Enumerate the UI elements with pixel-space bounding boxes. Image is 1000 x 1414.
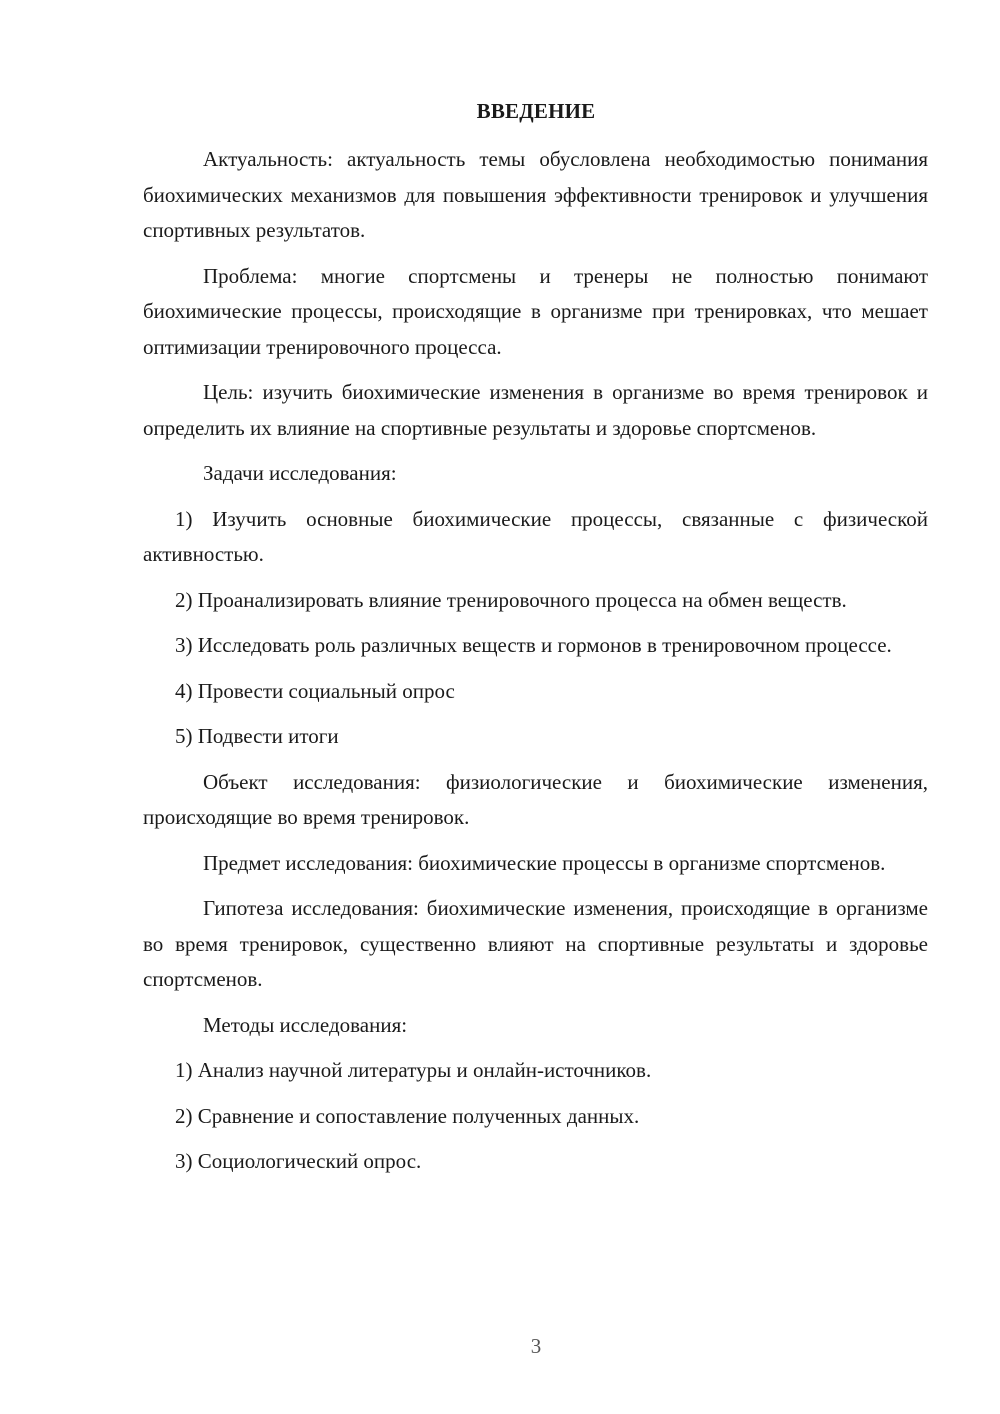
document-body xyxy=(143,142,928,1190)
hypothesis-paragraph: Гипотеза исследования: биохимические изменения, происходящие в организме во время тренировок, существенно влияют на спортивные результаты и здоровье спортсменов. xyxy=(143,896,928,991)
method-item: 1) Анализ научной литературы и онлайн-источников. xyxy=(175,1058,652,1082)
methods-heading: Методы исследования: xyxy=(203,1012,408,1037)
task-item: 4) Провести социальный опрос xyxy=(175,678,455,703)
object-paragraph: Объект исследования: физиологические и биохимические изменения, происходящие во время тренировок. xyxy=(143,769,928,829)
task-item: 2) Проанализировать влияние тренировочного процесса на обмен веществ. xyxy=(175,587,847,612)
page-heading: ВВЕДЕНИЕ xyxy=(476,99,596,123)
goal-paragraph: Цель: изучить биохимические изменения в организме во время тренировок и определить их влияние на спортивные результаты и здоровье спортсменов. xyxy=(143,380,928,440)
task-item: 3) Исследовать роль различных веществ и гормонов в тренировочном процессе. xyxy=(175,633,892,657)
subject-paragraph: Предмет исследования: биохимические процессы в организме спортсменов. xyxy=(203,850,886,875)
tasks-heading: Задачи исследования: xyxy=(203,461,397,485)
task-item: 5) Подвести итоги xyxy=(175,724,339,748)
page-number: 3 xyxy=(530,1334,542,1358)
method-item: 3) Социологический опрос. xyxy=(175,1149,422,1173)
relevance-paragraph: Актуальность: актуальность темы обусловлена необходимостью понимания биохимических механизмов для повышения эффективности тренировок и улучшения спортивных результатов. xyxy=(143,147,928,242)
problem-paragraph: Проблема: многие спортсмены и тренеры не полностью понимают биохимические процессы, происходящие в организме при тренировках, что мешает оптимизации тренировочного процесса. xyxy=(143,263,928,359)
method-item: 2) Сравнение и сопоставление полученных данных. xyxy=(175,1103,640,1128)
task-item: 1) Изучить основные биохимические процессы, связанные с физической активностью. xyxy=(143,506,928,566)
